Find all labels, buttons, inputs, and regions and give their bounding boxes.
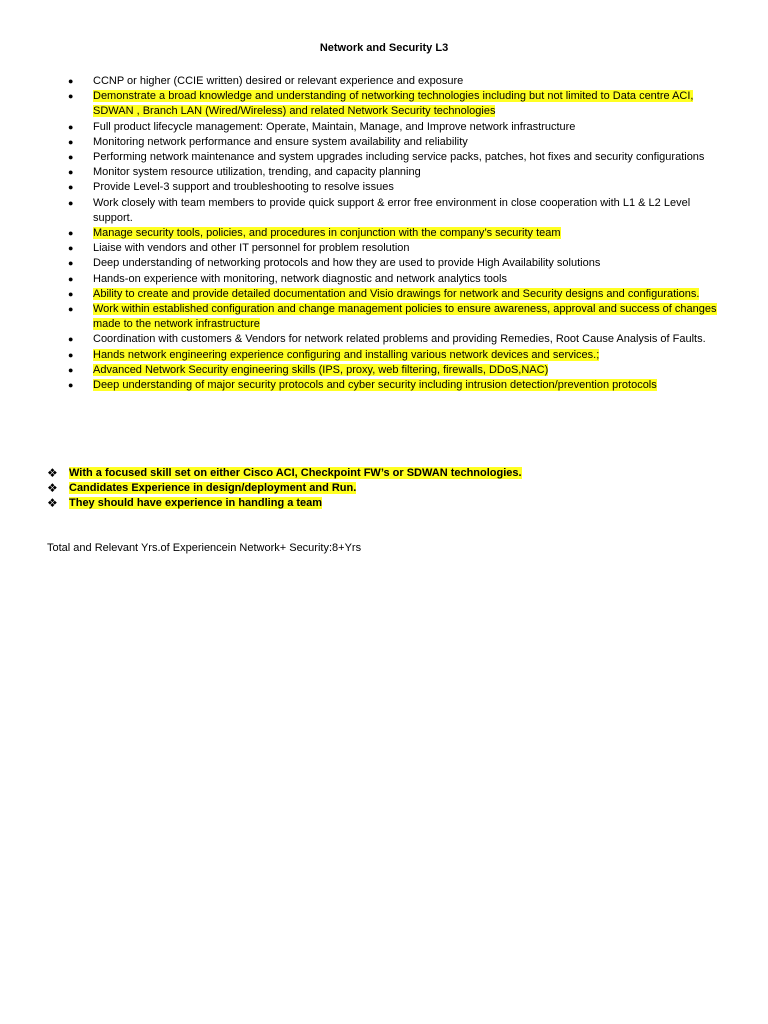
list-item <box>0 165 768 180</box>
list-item <box>0 226 768 241</box>
diamond-bullet-icon: ❖ <box>47 496 58 511</box>
bullet-icon: ● <box>68 334 74 345</box>
key-point-text: They should have experience in handling a team <box>69 497 323 510</box>
list-item <box>0 120 768 135</box>
bullet-icon: ● <box>68 258 74 269</box>
list-item <box>0 89 768 119</box>
list-item <box>0 302 768 332</box>
list-item <box>0 363 768 378</box>
list-item <box>0 287 768 302</box>
list-item-text: Monitoring network performance and ensure system availability and reliability <box>93 135 468 148</box>
requirements-list <box>0 74 768 393</box>
bullet-icon: ● <box>68 349 74 360</box>
bullet-icon: ● <box>68 167 74 178</box>
bullet-icon: ● <box>68 197 74 208</box>
list-item-text: Performing network maintenance and system upgrades including service packs, patches, hot fixes and security configurations <box>93 151 705 164</box>
bullet-icon: ● <box>68 76 74 86</box>
list-item-text: Full product lifecycle management: Operate, Maintain, Manage, and Improve network infrastructure <box>93 120 576 133</box>
list-item <box>0 135 768 150</box>
bullet-icon: ● <box>68 304 74 315</box>
list-item <box>0 272 768 287</box>
bullet-icon: ● <box>68 182 74 193</box>
list-item <box>0 332 768 347</box>
list-item-text: Advanced Network Security engineering skills (IPS, proxy, web filtering, firewalls, DDoS,NAC) <box>93 363 549 376</box>
key-point-text: Candidates Experience in design/deployment and Run. <box>69 482 357 495</box>
list-item <box>0 196 768 226</box>
diamond-bullet-icon: ❖ <box>47 466 58 480</box>
list-item-text: Work within established configuration and change management policies to ensure awareness, approval and success of changes made to the network infrastructure <box>93 303 717 331</box>
list-item-text: Ability to create and provide detailed documentation and Visio drawings for network and Security designs and configurations. <box>93 287 700 300</box>
key-points-list <box>0 466 768 512</box>
key-point-item <box>0 466 768 481</box>
key-point-item <box>0 496 768 511</box>
list-item <box>0 74 768 89</box>
experience-summary: Total and Relevant Yrs.of Experiencein Network+ Security:8+Yrs <box>47 542 362 554</box>
key-point-item <box>0 481 768 496</box>
bullet-icon: ● <box>68 364 74 375</box>
list-item-text: Work closely with team members to provide quick support & error free environment in close cooperation with L1 & L2 Level support. <box>93 196 691 224</box>
bullet-icon: ● <box>68 228 74 239</box>
list-item-text: CCNP or higher (CCIE written) desired or relevant experience and exposure <box>93 75 464 87</box>
list-item-text: Coordination with customers & Vendors for network related problems and providing Remedies, Root Cause Analysis of Faults. <box>93 333 706 346</box>
bullet-icon: ● <box>68 380 74 391</box>
bullet-icon: ● <box>68 121 74 132</box>
bullet-icon: ● <box>68 152 74 163</box>
list-item <box>0 150 768 165</box>
bullet-icon: ● <box>68 243 74 254</box>
list-item <box>0 256 768 271</box>
bullet-icon: ● <box>68 91 74 102</box>
list-item-text: Deep understanding of networking protocols and how they are used to provide High Availability solutions <box>93 257 601 270</box>
list-item-text: Manage security tools, policies, and procedures in conjunction with the company’s security team <box>93 227 561 240</box>
bullet-icon: ● <box>68 136 74 147</box>
diamond-bullet-icon: ❖ <box>47 481 58 496</box>
list-item-text: Deep understanding of major security protocols and cyber security including intrusion detection/prevention protocols <box>93 379 657 392</box>
list-item <box>0 348 768 363</box>
document-title: Network and Security L3 <box>319 42 449 54</box>
list-item-text: Liaise with vendors and other IT personnel for problem resolution <box>93 242 410 255</box>
list-item-text: Provide Level-3 support and troubleshooting to resolve issues <box>93 181 394 194</box>
bullet-icon: ● <box>68 273 74 284</box>
bullet-icon: ● <box>68 288 74 299</box>
list-item <box>0 241 768 256</box>
list-item-text: Hands network engineering experience configuring and installing various network devices and services.; <box>93 348 600 361</box>
list-item-text: Hands-on experience with monitoring, network diagnostic and network analytics tools <box>93 272 507 285</box>
list-item-text: Monitor system resource utilization, trending, and capacity planning <box>93 166 421 179</box>
list-item <box>0 180 768 195</box>
key-point-text: With a focused skill set on either Cisco ACI, Checkpoint FW’s or SDWAN technologies. <box>69 467 522 479</box>
list-item-text: Demonstrate a broad knowledge and understanding of networking technologies including but not limited to Data centre ACI, SDWAN , Branch LAN (Wired/Wireless) and related Network Security technologies <box>93 90 694 118</box>
list-item <box>0 378 768 393</box>
